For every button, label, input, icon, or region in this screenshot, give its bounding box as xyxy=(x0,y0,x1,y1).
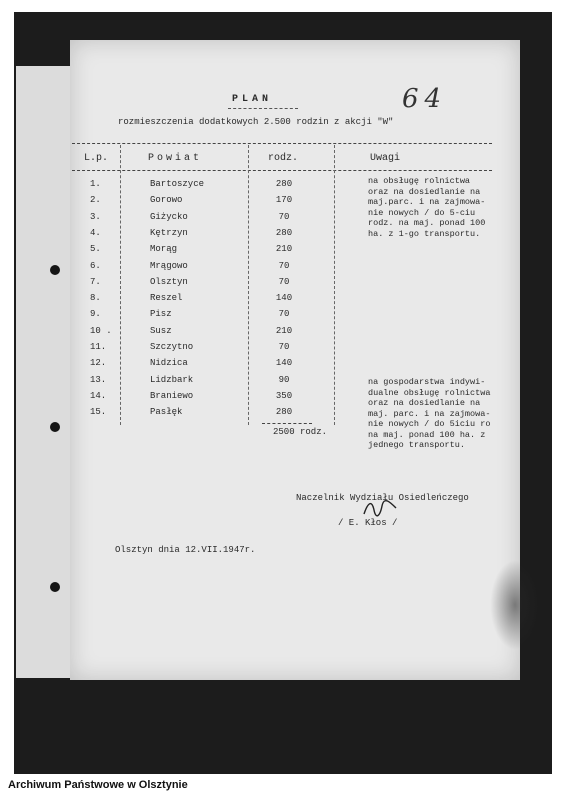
document-title: PLAN xyxy=(232,94,273,105)
row-rodz: 280 xyxy=(275,407,293,418)
row-rodz: 170 xyxy=(275,195,293,206)
row-lp: 15. xyxy=(90,407,107,418)
row-powiat: Reszel xyxy=(150,293,183,304)
punch-hole xyxy=(50,582,60,592)
row-rodz: 280 xyxy=(275,227,293,238)
row-lp: 3. xyxy=(90,211,101,222)
row-powiat: Lidzbark xyxy=(150,374,194,385)
row-powiat: Pisz xyxy=(150,309,172,320)
total-rule xyxy=(262,423,312,424)
row-rodz: 70 xyxy=(278,276,290,287)
row-lp: 2. xyxy=(90,195,101,206)
row-rodz: 70 xyxy=(278,211,290,222)
table-row xyxy=(0,262,569,278)
row-rodz: 70 xyxy=(278,342,290,352)
row-lp: 5. xyxy=(90,244,101,255)
table-row xyxy=(0,278,569,294)
row-powiat: Mrągowo xyxy=(150,260,188,271)
table-header-rule xyxy=(72,170,492,171)
header-rodz: rodz. xyxy=(268,153,299,164)
header-lp: L.p. xyxy=(84,153,109,164)
row-powiat: Kętrzyn xyxy=(150,227,188,238)
row-lp: 11. xyxy=(90,342,107,352)
row-powiat: Giżycko xyxy=(150,211,188,222)
row-rodz: 210 xyxy=(275,244,293,255)
row-rodz: 70 xyxy=(278,309,290,320)
row-powiat: Olsztyn xyxy=(150,276,188,287)
row-lp: 9. xyxy=(90,309,101,320)
row-lp: 6. xyxy=(90,260,101,271)
row-rodz: 140 xyxy=(275,293,293,304)
remarks-note-2: na gospodarstwa indywi- dualne obsługę rolnictwa oraz na dosiedlanie na maj. parc. i na zajmowa- nie nowych / do 5iciu ro na maj. ponad 100 ha. z jednego transportu. xyxy=(368,377,491,450)
row-rodz: 210 xyxy=(275,325,293,336)
row-rodz: 280 xyxy=(275,179,293,189)
row-lp: 14. xyxy=(90,390,107,401)
row-lp: 1. xyxy=(90,179,101,189)
row-lp: 13. xyxy=(90,374,107,385)
row-lp: 4. xyxy=(90,227,101,238)
signature-title: Naczelnik Wydziału Osiedleńczego xyxy=(296,493,469,503)
document-subtitle: rozmieszczenia dodatkowych 2.500 rodzin z akcji "W" xyxy=(118,117,394,127)
document-date: Olsztyn dnia 12.VII.1947r. xyxy=(115,545,256,555)
signature-scribble xyxy=(362,498,398,520)
remarks-note-1: na obsługę rolnictwa oraz na dosiedlanie na maj.parc. i na zajmowa- nie nowych / do 5-ciu rodz. na maj. ponad 100 ha. z 1-go transportu. xyxy=(368,176,486,239)
stain xyxy=(490,560,540,650)
table-row xyxy=(0,294,569,310)
row-powiat: Nidzica xyxy=(150,358,188,369)
row-powiat: Gorowo xyxy=(150,195,183,206)
row-powiat: Szczytno xyxy=(150,342,194,352)
signature-name: / E. Kłos / xyxy=(338,518,398,528)
archive-label: Archiwum Państwowe w Olsztynie xyxy=(8,779,188,791)
row-lp: 7. xyxy=(90,276,101,287)
title-underline xyxy=(228,108,298,109)
row-powiat: Bartoszyce xyxy=(150,179,205,189)
row-lp: 12. xyxy=(90,358,107,369)
header-uwagi: Uwagi xyxy=(370,153,401,164)
table-row xyxy=(0,327,569,343)
row-powiat: Morąg xyxy=(150,244,178,255)
page-number: 64 xyxy=(402,84,448,114)
row-powiat: Susz xyxy=(150,325,172,336)
row-rodz: 70 xyxy=(278,260,290,271)
row-rodz: 350 xyxy=(275,390,293,401)
row-powiat: Braniewo xyxy=(150,390,194,401)
table-top-rule xyxy=(72,143,492,144)
table-row xyxy=(0,359,569,375)
row-lp: 8. xyxy=(90,293,101,304)
table-row xyxy=(0,310,569,326)
table-total: 2500 rodz. xyxy=(273,427,328,437)
row-lp: 10 . xyxy=(90,325,112,336)
row-rodz: 140 xyxy=(275,358,293,369)
row-rodz: 90 xyxy=(278,374,290,385)
header-powiat: Powiat xyxy=(148,153,203,164)
table-row xyxy=(0,343,569,359)
table-row xyxy=(0,245,569,261)
row-powiat: Pasłęk xyxy=(150,407,183,418)
